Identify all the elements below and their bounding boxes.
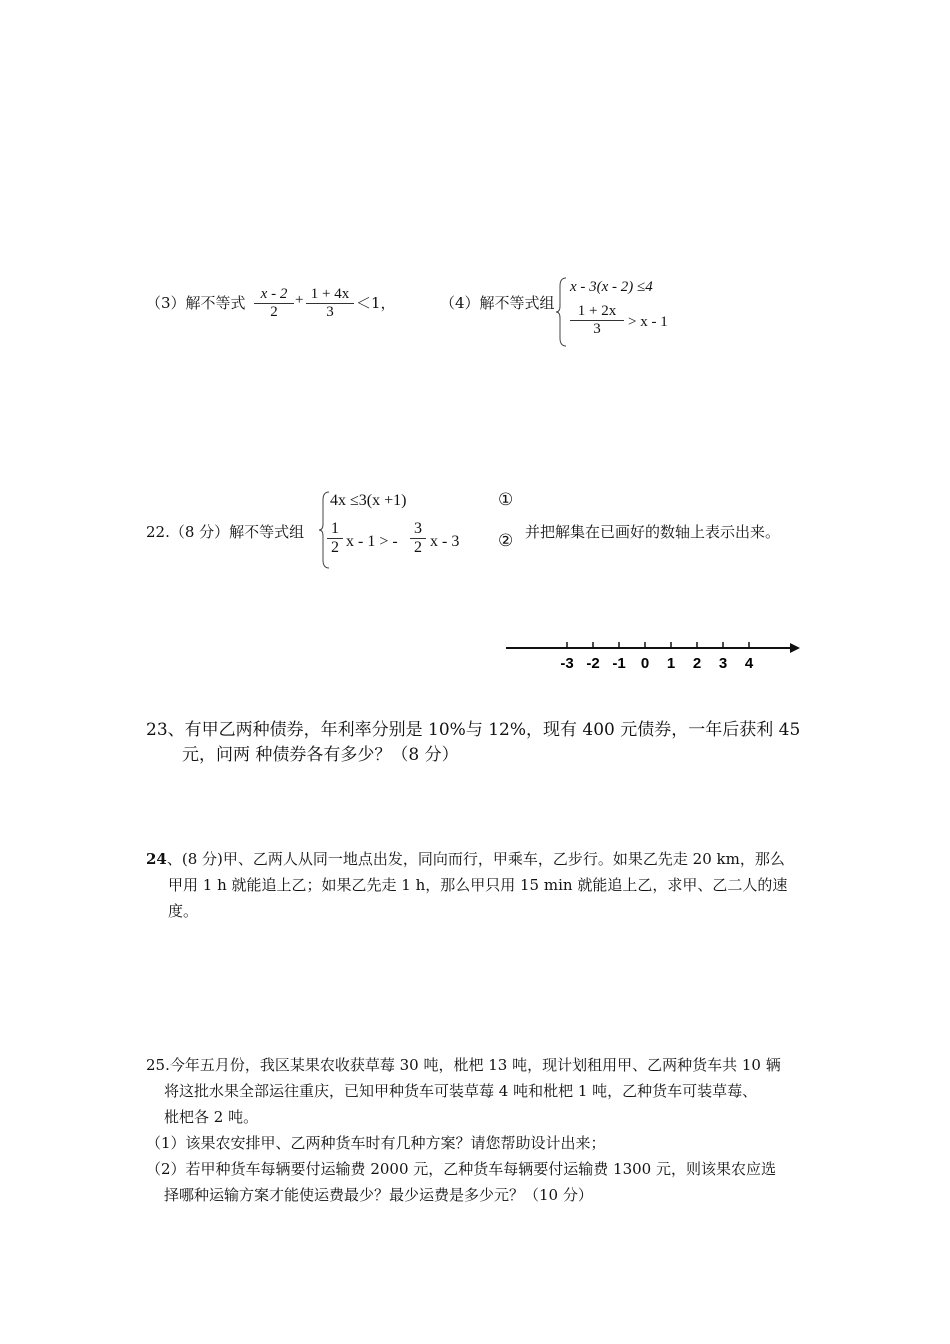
left-brace-icon — [555, 276, 569, 348]
question-23-line-1: 23、有甲乙两种债券，年利率分别是 10%与 12%，现有 400 元债券，一年后获利 45 — [146, 720, 801, 740]
number-line-label: -3 — [560, 655, 574, 672]
problem-3-fraction-1: $\frac{x - 2}{2}$ — [254, 286, 294, 321]
number-line-label: 1 — [666, 655, 676, 672]
question-25-sub-1: （1）该果农安排甲、乙两种货车时有几种方案？请您帮助设计出来； — [146, 1134, 606, 1152]
circled-two-marker: ② — [498, 531, 514, 551]
number-line-label: 4 — [744, 655, 754, 672]
number-line — [500, 636, 810, 676]
question-22-middle: x - 1 > - — [346, 533, 398, 550]
number-line-label: 3 — [718, 655, 728, 672]
problem-3-fraction-2: $\frac{1 + 4x}{3}$ — [306, 286, 354, 321]
problem-4-line-1: x - 3(x - 2) ≤4 — [570, 279, 653, 295]
question-24-line-2: 甲用 1 h 就能追上乙；如果乙先走 1 h，那么甲只用 15 min 就能追上乙，求甲、乙二人的速 — [168, 876, 788, 894]
number-line-ticks — [560, 642, 754, 672]
question-25-line-3: 枇杷各 2 吨。 — [164, 1108, 259, 1126]
problem-3-label: （3）解不等式 — [146, 294, 246, 312]
question-22-fraction-2: $\frac{3}{2}$ — [410, 520, 426, 557]
question-24-line-3: 度。 — [168, 902, 199, 920]
question-22-line-1: 4x ≤3(x +1) — [330, 492, 407, 509]
question-25-line-2: 将这批水果全部运往重庆，已知甲种货车可装草莓 4 吨和枇杷 1 吨，乙种货车可装草莓、 — [164, 1082, 758, 1100]
problem-4-label: （4）解不等式组 — [440, 294, 555, 312]
question-22-tail: 并把解集在已画好的数轴上表示出来。 — [525, 523, 781, 541]
number-line-label: -1 — [612, 655, 626, 672]
problem-4-fraction: $\frac{1 + 2x}{3}$ — [570, 303, 624, 338]
question-25-sub-2-line-1: （2）若甲种货车每辆要付运输费 2000 元，乙种货车每辆要付运输费 1300 元，则该果农应选 — [146, 1160, 776, 1178]
question-22-fraction-1: $\frac{1}{2}$ — [327, 520, 343, 557]
question-22-label: 22.（8 分）解不等式组 — [146, 523, 305, 541]
number-line-label: -2 — [586, 655, 600, 672]
question-23-line-2: 元，问两 种债券各有多少？（8 分） — [182, 745, 459, 765]
circled-one-marker: ① — [498, 490, 514, 510]
arrow-right-icon — [790, 643, 800, 653]
question-25-sub-2-line-2: 择哪种运输方案才能使运费最少？最少运费是多少元？（10 分） — [164, 1186, 593, 1204]
problem-4-line-2: > x - 1 — [628, 314, 668, 330]
number-line-label: 2 — [692, 655, 702, 672]
problem-3-tail: ＜1， — [356, 294, 396, 312]
question-22-end: x - 3 — [430, 533, 460, 550]
number-line-label: 0 — [640, 655, 650, 672]
problem-3-plus: + — [295, 292, 304, 308]
question-25-line-1: 25.今年五月份，我区某果农收获草莓 30 吨，枇杷 13 吨，现计划租用甲、乙两种货车共 10 辆 — [146, 1056, 781, 1074]
question-24-line-1: 24、(8 分)甲、乙两人从同一地点出发，同向而行，甲乘车，乙步行。如果乙先走 20 km，那么 — [146, 850, 785, 868]
